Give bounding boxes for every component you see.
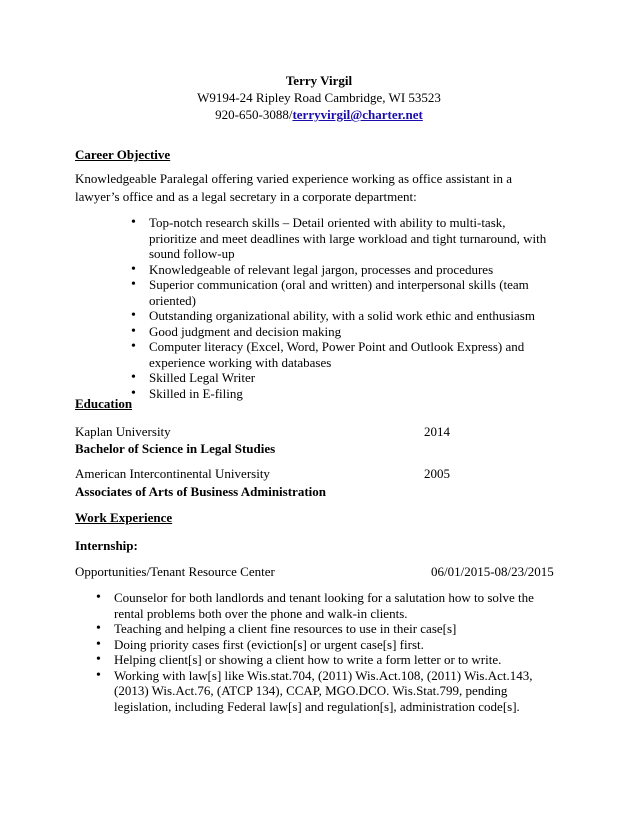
- list-item: • Computer literacy (Excel, Word, Power Point and Outlook Express) and experience working with databases: [149, 339, 549, 370]
- employer-name: Opportunities/Tenant Resource Center: [75, 564, 275, 579]
- list-item: • Doing priority cases first (eviction[s] or urgent case[s] first.: [114, 637, 562, 653]
- skills-list: [149, 215, 549, 401]
- list-item: • Teaching and helping a client fine resources to use in their case[s]: [114, 621, 562, 637]
- list-item: • Counselor for both landlords and tenant looking for a salutation how to solve the rental problems both over the phone and walk-in clients.: [114, 590, 562, 621]
- list-item: • Outstanding organizational ability, with a solid work ethic and enthusiasm: [149, 308, 549, 324]
- candidate-name: Terry Virgil: [285, 73, 353, 88]
- graduation-year: 2014: [424, 424, 450, 439]
- duties-list: [114, 590, 562, 714]
- degree-name: Bachelor of Science in Legal Studies: [75, 441, 276, 456]
- degree-name: Associates of Arts of Business Administration: [75, 484, 326, 499]
- career-objective-paragraph: Knowledgeable Paralegal offering varied experience working as office assistant in a lawyer’s office and as a legal secretary in a corporate department:: [75, 171, 513, 204]
- list-item: • Good judgment and decision making: [149, 324, 549, 340]
- internship-heading: Internship:: [75, 538, 138, 553]
- graduation-year: 2005: [424, 466, 450, 481]
- list-item: • Top-notch research skills – Detail oriented with ability to multi-task, prioritize and meet deadlines with large workload and tight turnaround, with sound follow-up: [149, 215, 549, 262]
- school-name: American Intercontinental University: [75, 466, 270, 481]
- email-link[interactable]: terryvirgil@charter.net: [292, 107, 423, 122]
- contact-line: [0, 107, 638, 123]
- school-name: Kaplan University: [75, 424, 171, 439]
- work-experience-heading: Work Experience: [75, 510, 173, 525]
- employment-dates: 06/01/2015-08/23/2015: [431, 564, 554, 579]
- phone-number: 920-650-3088/: [215, 107, 293, 122]
- list-item: • Skilled Legal Writer: [149, 370, 549, 386]
- list-item: • Helping client[s] or showing a client how to write a form letter or to write.: [114, 652, 562, 668]
- list-item: • Knowledgeable of relevant legal jargon, processes and procedures: [149, 262, 549, 278]
- career-objective-heading: Career Objective: [75, 147, 171, 162]
- list-item: • Working with law[s] like Wis.stat.704, (2011) Wis.Act.108, (2011) Wis.Act.143, (2013) Wis.Act.76, (ATCP 134), CCAP, MGO.DCO. Wis.Stat.799, pending legislation, including Federal law[s] and regulation[s], administration code[s].: [114, 668, 562, 715]
- list-item: • Skilled in E-filing: [149, 386, 549, 402]
- list-item: • Superior communication (oral and written) and interpersonal skills (team oriented): [149, 277, 549, 308]
- candidate-address: W9194-24 Ripley Road Cambridge, WI 53523: [197, 90, 441, 105]
- education-heading: Education: [75, 396, 133, 411]
